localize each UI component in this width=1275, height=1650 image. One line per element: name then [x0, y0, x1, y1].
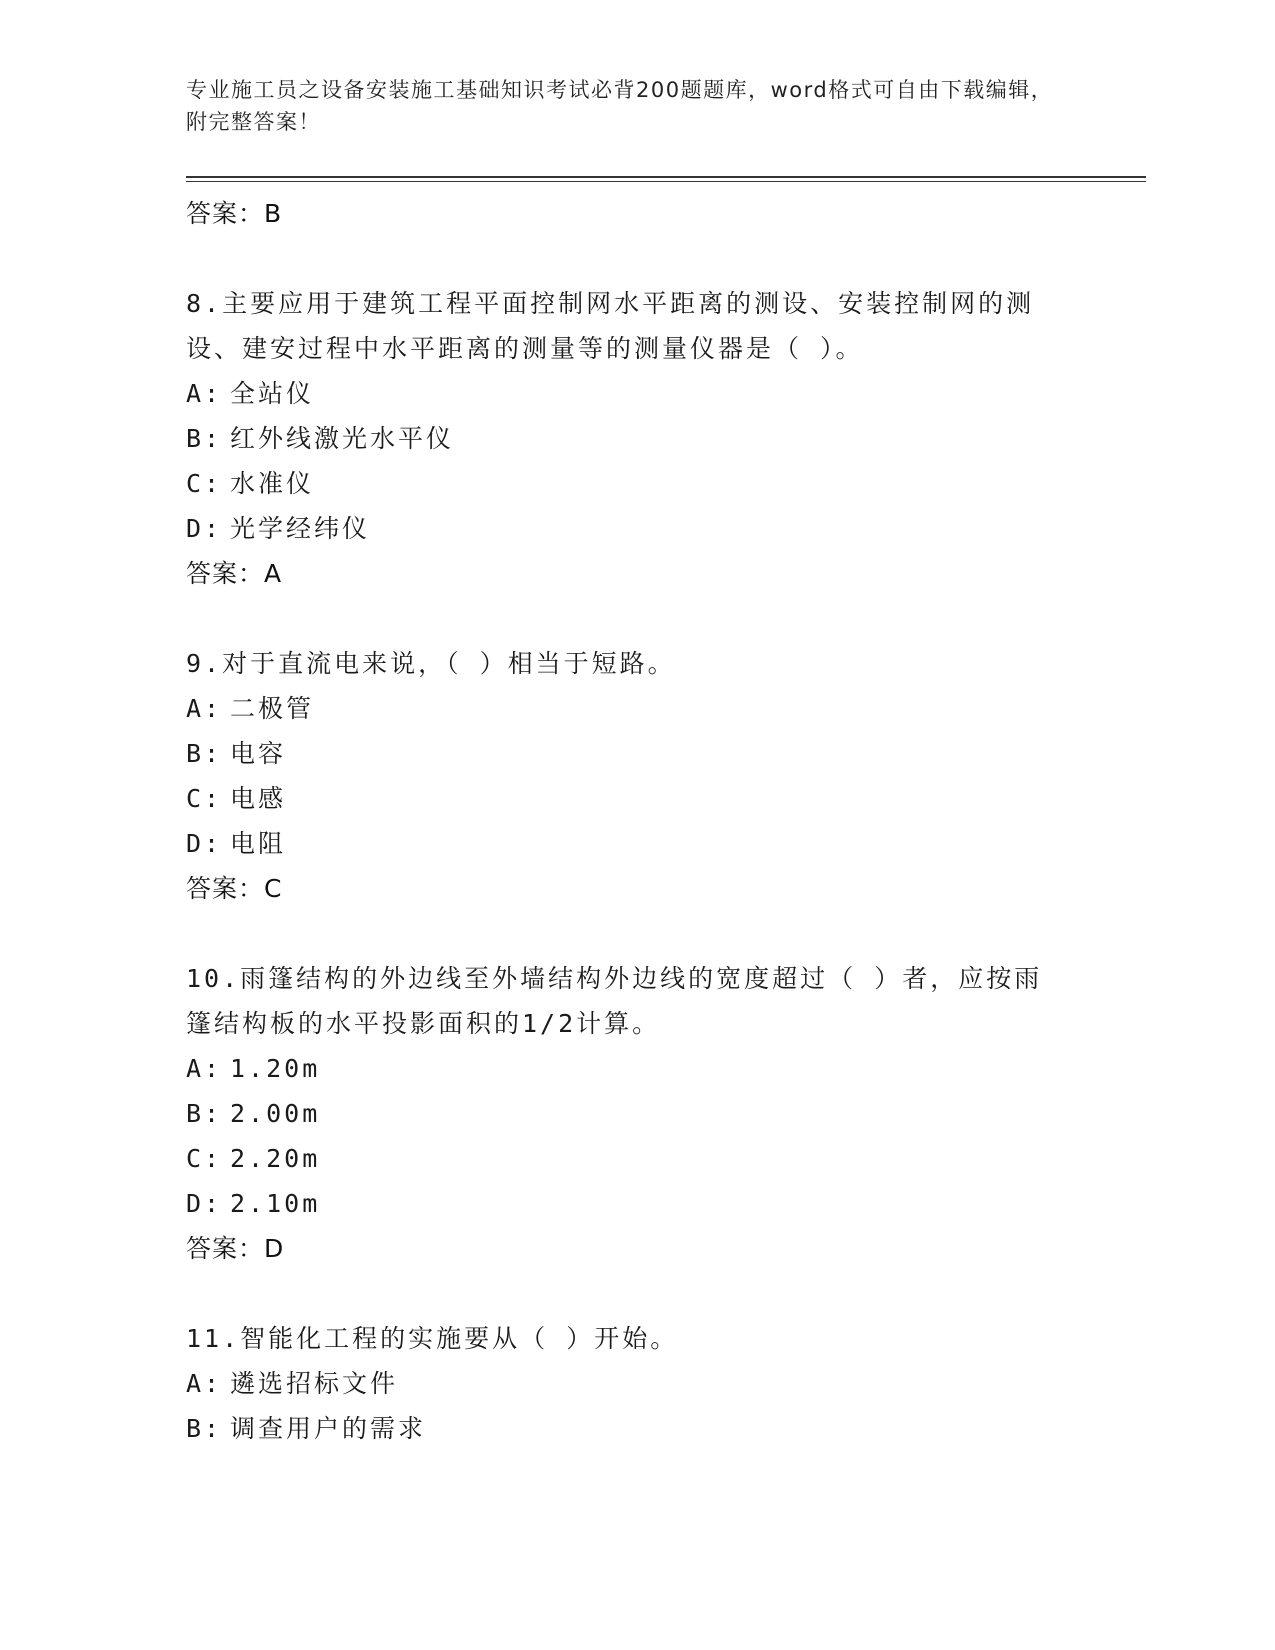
option-a — [186, 1361, 1066, 1406]
question-answer: 答案：C — [186, 874, 283, 903]
option-text: 2.20m — [230, 1144, 321, 1173]
option-d — [186, 506, 1066, 551]
option-letter: A: — [186, 694, 223, 723]
option-c — [186, 1136, 1066, 1181]
header-rule-thick — [186, 176, 1146, 178]
option-letter: D: — [186, 1189, 223, 1218]
option-text: 二极管 — [230, 694, 315, 723]
question-10 — [186, 956, 1066, 1272]
option-c — [186, 776, 1066, 821]
document-header: 专业施工员之设备安装施工基础知识考试必背200题题库，word格式可自由下载编辑，附完整答案！ — [186, 78, 1054, 134]
question-stem: 8.主要应用于建筑工程平面控制网水平距离的测设、安装控制网的测设、建安过程中水平距离的测量等的测量仪器是（ ）。 — [186, 289, 1035, 363]
option-text: 2.00m — [230, 1099, 321, 1128]
option-text: 1.20m — [230, 1054, 321, 1083]
option-text: 红外线激光水平仪 — [230, 424, 455, 453]
question-stem: 9.对于直流电来说，（ ）相当于短路。 — [186, 649, 676, 678]
option-b — [186, 1091, 1066, 1136]
option-text: 调查用户的需求 — [230, 1414, 427, 1443]
option-a — [186, 371, 1066, 416]
option-d — [186, 1181, 1066, 1226]
question-11 — [186, 1316, 1066, 1451]
option-text: 电阻 — [230, 829, 287, 858]
option-letter: B: — [186, 739, 223, 768]
option-text: 水准仪 — [230, 469, 315, 498]
option-text: 电感 — [230, 784, 287, 813]
option-letter: B: — [186, 424, 223, 453]
option-letter: B: — [186, 1099, 223, 1128]
option-text: 光学经纬仪 — [230, 514, 371, 543]
option-a — [186, 686, 1066, 731]
option-letter: D: — [186, 514, 223, 543]
question-8 — [186, 281, 1066, 597]
option-b — [186, 1406, 1066, 1451]
option-a — [186, 1046, 1066, 1091]
question-list — [186, 187, 1066, 1451]
option-d — [186, 821, 1066, 866]
option-text: 全站仪 — [230, 379, 315, 408]
question-answer: 答案：A — [186, 559, 283, 588]
option-text: 遴选招标文件 — [230, 1369, 399, 1398]
question-answer: 答案：D — [186, 1234, 285, 1263]
option-text: 电容 — [230, 739, 287, 768]
header-rule-thin — [186, 181, 1146, 182]
question-stem: 11.智能化工程的实施要从（ ）开始。 — [186, 1324, 679, 1353]
option-c — [186, 461, 1066, 506]
option-b — [186, 731, 1066, 776]
option-text: 2.10m — [230, 1189, 321, 1218]
question-9 — [186, 641, 1066, 912]
option-letter: A: — [186, 1369, 223, 1398]
option-letter: B: — [186, 1414, 223, 1443]
option-letter: D: — [186, 829, 223, 858]
option-letter: A: — [186, 379, 223, 408]
question-stem: 10.雨篷结构的外边线至外墙结构外边线的宽度超过（ ）者，应按雨篷结构板的水平投影面积的1/2计算。 — [186, 964, 1043, 1038]
option-b — [186, 416, 1066, 461]
previous-answer: 答案：B — [186, 199, 283, 228]
option-letter: C: — [186, 784, 223, 813]
option-letter: C: — [186, 469, 223, 498]
option-letter: A: — [186, 1054, 223, 1083]
option-letter: C: — [186, 1144, 223, 1173]
